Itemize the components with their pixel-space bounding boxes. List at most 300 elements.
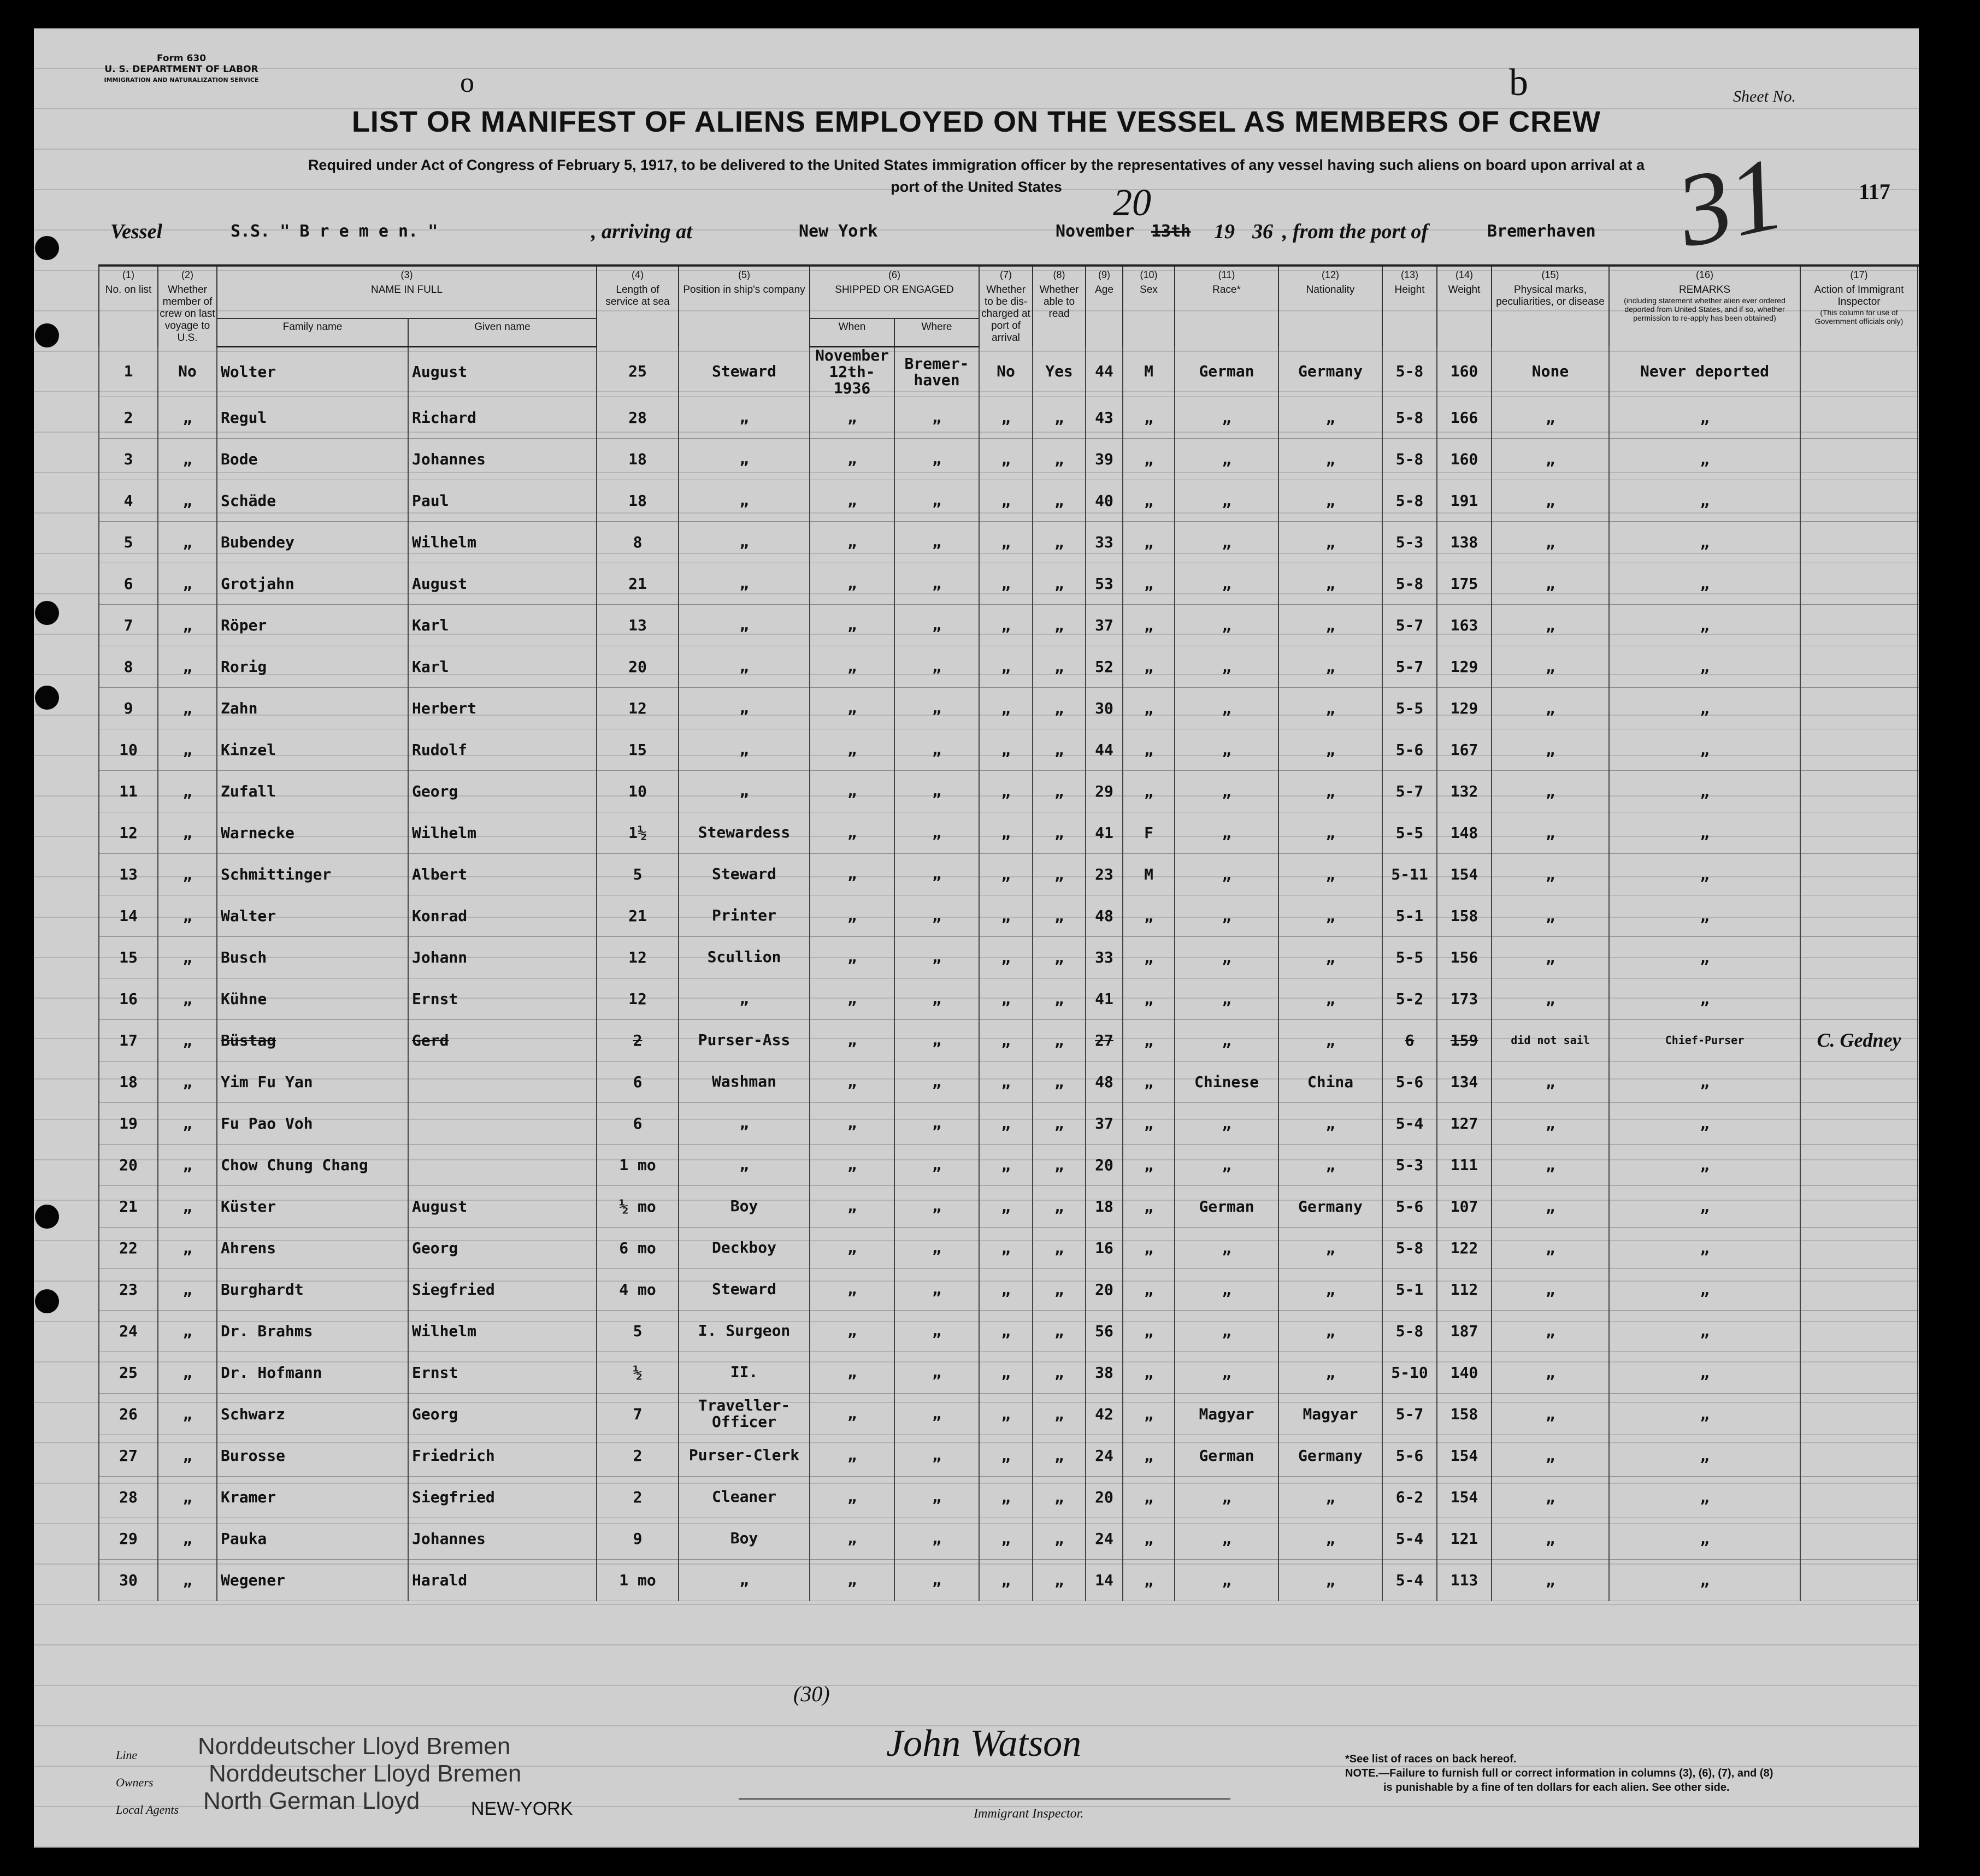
cell-race: „ xyxy=(1175,1102,1278,1144)
cell-weight: 160 xyxy=(1437,438,1492,480)
cell-last-voyage: „ xyxy=(158,978,217,1019)
cell-weight: 111 xyxy=(1437,1144,1492,1185)
cell-shipped-where: „ xyxy=(894,1269,979,1310)
cell-position: „ xyxy=(679,770,810,812)
cell-able-to-read: „ xyxy=(1033,1393,1086,1435)
cell-physical-marks: „ xyxy=(1492,1227,1609,1269)
cell-remarks: „ xyxy=(1609,1435,1800,1476)
col-header-shipped: (6) SHIPPED OR ENGAGED xyxy=(810,266,979,318)
cell-physical-marks: „ xyxy=(1492,646,1609,687)
cell-row-number: 9 xyxy=(99,687,158,729)
cell-row-number: 18 xyxy=(99,1061,158,1102)
cell-row-number: 5 xyxy=(99,521,158,563)
cell-able-to-read: „ xyxy=(1033,604,1086,646)
cell-age: 53 xyxy=(1086,563,1123,604)
cell-sex: „ xyxy=(1123,936,1175,978)
cell-shipped-where: „ xyxy=(894,1185,979,1227)
cell-row-number: 20 xyxy=(99,1144,158,1185)
cell-last-voyage: „ xyxy=(158,1310,217,1352)
cell-weight: 122 xyxy=(1437,1227,1492,1269)
cell-age: 33 xyxy=(1086,521,1123,563)
owners-stamp: Norddeutscher Lloyd Bremen xyxy=(209,1760,522,1787)
cell-last-voyage: „ xyxy=(158,1518,217,1559)
cell-remarks: „ xyxy=(1609,895,1800,936)
cell-height: 5-6 xyxy=(1382,1185,1437,1227)
cell-given-name: Georg xyxy=(408,1393,597,1435)
cell-discharged: „ xyxy=(979,812,1033,853)
vessel-label: Vessel xyxy=(110,220,162,243)
cell-race: „ xyxy=(1175,687,1278,729)
cell-discharged: No xyxy=(979,346,1033,397)
cell-physical-marks: „ xyxy=(1492,687,1609,729)
cell-race: „ xyxy=(1175,1144,1278,1185)
agents-city-stamp: NEW-YORK xyxy=(471,1798,573,1819)
cell-physical-marks: None xyxy=(1492,346,1609,397)
cell-shipped-when: „ xyxy=(810,646,894,687)
cell-sex: „ xyxy=(1123,1352,1175,1393)
cell-last-voyage: „ xyxy=(158,1352,217,1393)
cell-inspector-action: C. Gedney xyxy=(1800,1019,1918,1061)
cell-last-voyage: „ xyxy=(158,1061,217,1102)
cell-physical-marks: „ xyxy=(1492,1144,1609,1185)
line-stamp: Norddeutscher Lloyd Bremen xyxy=(198,1733,511,1760)
cell-shipped-when: „ xyxy=(810,1061,894,1102)
binder-hole xyxy=(35,1289,59,1313)
cell-sex: „ xyxy=(1123,1227,1175,1269)
col-header-nationality: (12) Nationality xyxy=(1278,266,1382,346)
cell-last-voyage: „ xyxy=(158,563,217,604)
cell-nationality: „ xyxy=(1278,1019,1382,1061)
binder-hole xyxy=(35,323,59,347)
cell-given-name: Ernst xyxy=(408,1352,597,1393)
document-title: LIST OR MANIFEST OF ALIENS EMPLOYED ON THE VESSEL AS MEMBERS OF CREW xyxy=(351,105,1601,138)
cell-inspector-action xyxy=(1800,770,1918,812)
cell-able-to-read: „ xyxy=(1033,687,1086,729)
cell-given-name: Karl xyxy=(408,604,597,646)
cell-service-length: 1 mo xyxy=(597,1559,679,1601)
cell-discharged: „ xyxy=(979,1310,1033,1352)
cell-family-name: Wegener xyxy=(217,1559,408,1601)
cell-weight: 121 xyxy=(1437,1518,1492,1559)
cell-inspector-action xyxy=(1800,646,1918,687)
cell-row-number: 23 xyxy=(99,1269,158,1310)
cell-row-number: 2 xyxy=(99,397,158,438)
year-suffix: 36 xyxy=(1252,220,1273,243)
cell-able-to-read: „ xyxy=(1033,1019,1086,1061)
cell-weight: 113 xyxy=(1437,1559,1492,1601)
cell-shipped-when: „ xyxy=(810,397,894,438)
table-row xyxy=(99,1061,1919,1102)
manifest-sheet xyxy=(34,28,1919,1848)
cell-service-length: 25 xyxy=(597,346,679,397)
cell-height: 5-8 xyxy=(1382,1310,1437,1352)
cell-given-name xyxy=(408,1144,597,1185)
cell-inspector-action xyxy=(1800,1144,1918,1185)
cell-last-voyage: „ xyxy=(158,521,217,563)
cell-nationality: Germany xyxy=(1278,346,1382,397)
cell-physical-marks: „ xyxy=(1492,1185,1609,1227)
cell-inspector-action xyxy=(1800,480,1918,521)
cell-discharged: „ xyxy=(979,1061,1033,1102)
cell-service-length: 18 xyxy=(597,480,679,521)
cell-height: 5-7 xyxy=(1382,646,1437,687)
cell-nationality: „ xyxy=(1278,604,1382,646)
table-row xyxy=(99,1227,1919,1269)
cell-remarks: Never deported xyxy=(1609,346,1800,397)
cell-last-voyage: „ xyxy=(158,1393,217,1435)
cell-given-name: Georg xyxy=(408,770,597,812)
cell-service-length: 8 xyxy=(597,521,679,563)
cell-sex: „ xyxy=(1123,1559,1175,1601)
col-header-given-name: Given name xyxy=(408,318,597,346)
cell-family-name: Schmittinger xyxy=(217,853,408,895)
cell-row-number: 14 xyxy=(99,895,158,936)
table-row xyxy=(99,770,1919,812)
binder-hole xyxy=(35,236,59,260)
cell-sex: „ xyxy=(1123,563,1175,604)
cell-row-number: 15 xyxy=(99,936,158,978)
cell-age: 44 xyxy=(1086,346,1123,397)
cell-last-voyage: „ xyxy=(158,1476,217,1518)
cell-nationality: „ xyxy=(1278,812,1382,853)
cell-height: 5-7 xyxy=(1382,1393,1437,1435)
cell-height: 5-5 xyxy=(1382,936,1437,978)
cell-physical-marks: „ xyxy=(1492,438,1609,480)
cell-height: 5-5 xyxy=(1382,812,1437,853)
cell-able-to-read: „ xyxy=(1033,853,1086,895)
table-row xyxy=(99,438,1919,480)
cell-shipped-where: „ xyxy=(894,729,979,770)
cell-shipped-where: „ xyxy=(894,604,979,646)
cell-position: Steward xyxy=(679,853,810,895)
cell-last-voyage: „ xyxy=(158,646,217,687)
cell-age: 18 xyxy=(1086,1185,1123,1227)
cell-position: „ xyxy=(679,563,810,604)
cell-height: 5-6 xyxy=(1382,1435,1437,1476)
cell-position: Stewardess xyxy=(679,812,810,853)
cell-sex: „ xyxy=(1123,1310,1175,1352)
cell-nationality: „ xyxy=(1278,1227,1382,1269)
cell-physical-marks: „ xyxy=(1492,895,1609,936)
cell-discharged: „ xyxy=(979,687,1033,729)
handwritten-date-correction: 20 xyxy=(1113,182,1151,224)
cell-row-number: 8 xyxy=(99,646,158,687)
cell-age: 48 xyxy=(1086,1061,1123,1102)
cell-race: „ xyxy=(1175,853,1278,895)
table-row xyxy=(99,1144,1919,1185)
cell-height: 5-4 xyxy=(1382,1518,1437,1559)
cell-given-name: Paul xyxy=(408,480,597,521)
cell-inspector-action xyxy=(1800,1269,1918,1310)
cell-age: 39 xyxy=(1086,438,1123,480)
cell-inspector-action xyxy=(1800,1518,1918,1559)
cell-nationality: „ xyxy=(1278,1269,1382,1310)
cell-family-name: Zahn xyxy=(217,687,408,729)
cell-last-voyage: „ xyxy=(158,1435,217,1476)
cell-able-to-read: „ xyxy=(1033,1352,1086,1393)
cell-nationality: „ xyxy=(1278,1144,1382,1185)
cell-given-name: Harald xyxy=(408,1559,597,1601)
cell-race: „ xyxy=(1175,1518,1278,1559)
cell-physical-marks: „ xyxy=(1492,853,1609,895)
cell-inspector-action xyxy=(1800,397,1918,438)
cell-blank xyxy=(1918,1559,1919,1601)
note-races: *See list of races on back hereof. xyxy=(1345,1753,1517,1765)
cell-able-to-read: „ xyxy=(1033,1476,1086,1518)
cell-remarks: „ xyxy=(1609,1518,1800,1559)
cell-discharged: „ xyxy=(979,397,1033,438)
cell-service-length: 1½ xyxy=(597,812,679,853)
cell-discharged: „ xyxy=(979,604,1033,646)
cell-given-name: Friedrich xyxy=(408,1435,597,1476)
cell-race: „ xyxy=(1175,1019,1278,1061)
cell-weight: 173 xyxy=(1437,978,1492,1019)
cell-inspector-action xyxy=(1800,1227,1918,1269)
cell-shipped-where: „ xyxy=(894,521,979,563)
cell-weight: 107 xyxy=(1437,1185,1492,1227)
cell-shipped-when: „ xyxy=(810,770,894,812)
owners-label: Owners xyxy=(116,1775,154,1789)
cell-row-number: 16 xyxy=(99,978,158,1019)
cell-position: „ xyxy=(679,687,810,729)
cell-age: 56 xyxy=(1086,1310,1123,1352)
cell-row-number: 19 xyxy=(99,1102,158,1144)
cell-given-name: Richard xyxy=(408,397,597,438)
cell-height: 5-3 xyxy=(1382,1144,1437,1185)
cell-service-length: 10 xyxy=(597,770,679,812)
cell-position: „ xyxy=(679,604,810,646)
cell-blank xyxy=(1918,480,1919,521)
cell-shipped-when: „ xyxy=(810,1310,894,1352)
cell-inspector-action xyxy=(1800,1559,1918,1601)
cell-shipped-where: „ xyxy=(894,1518,979,1559)
cell-physical-marks: „ xyxy=(1492,604,1609,646)
cell-sex: „ xyxy=(1123,1269,1175,1310)
line-label: Line xyxy=(116,1748,138,1762)
cell-physical-marks: „ xyxy=(1492,1352,1609,1393)
table-row xyxy=(99,1352,1919,1393)
cell-sex: „ xyxy=(1123,438,1175,480)
table-row xyxy=(99,1185,1919,1227)
cell-nationality: „ xyxy=(1278,687,1382,729)
cell-age: 37 xyxy=(1086,1102,1123,1144)
form-identifier xyxy=(99,53,263,86)
cell-able-to-read: „ xyxy=(1033,1559,1086,1601)
cell-last-voyage: „ xyxy=(158,687,217,729)
table-row xyxy=(99,1559,1919,1601)
cell-nationality: „ xyxy=(1278,563,1382,604)
cell-nationality: „ xyxy=(1278,480,1382,521)
cell-given-name: August xyxy=(408,563,597,604)
cell-family-name: Bubendey xyxy=(217,521,408,563)
table-row xyxy=(99,1393,1919,1435)
cell-nationality: „ xyxy=(1278,646,1382,687)
cell-able-to-read: „ xyxy=(1033,1269,1086,1310)
subtitle-line-2: port of the United States xyxy=(891,179,1062,195)
cell-blank xyxy=(1918,1185,1919,1227)
cell-race: „ xyxy=(1175,563,1278,604)
cell-discharged: „ xyxy=(979,1352,1033,1393)
cell-service-length: ½ xyxy=(597,1352,679,1393)
cell-discharged: „ xyxy=(979,1518,1033,1559)
cell-remarks: „ xyxy=(1609,480,1800,521)
cell-race: „ xyxy=(1175,1227,1278,1269)
cell-age: 24 xyxy=(1086,1518,1123,1559)
cell-race: German xyxy=(1175,346,1278,397)
cell-discharged: „ xyxy=(979,438,1033,480)
cell-blank xyxy=(1918,936,1919,978)
cell-given-name: Wilhelm xyxy=(408,521,597,563)
cell-weight: 112 xyxy=(1437,1269,1492,1310)
cell-physical-marks: „ xyxy=(1492,1518,1609,1559)
cell-sex: „ xyxy=(1123,895,1175,936)
cell-shipped-where: „ xyxy=(894,1352,979,1393)
cell-sex: „ xyxy=(1123,1102,1175,1144)
cell-position: Boy xyxy=(679,1185,810,1227)
cell-race: „ xyxy=(1175,978,1278,1019)
cell-nationality: „ xyxy=(1278,1352,1382,1393)
cell-race: „ xyxy=(1175,729,1278,770)
cell-blank xyxy=(1918,438,1919,480)
cell-race: „ xyxy=(1175,770,1278,812)
cell-remarks: „ xyxy=(1609,1144,1800,1185)
col-header-sex: (10) Sex xyxy=(1123,266,1175,346)
cell-given-name: Wilhelm xyxy=(408,1310,597,1352)
cell-family-name: Kühne xyxy=(217,978,408,1019)
cell-position: „ xyxy=(679,729,810,770)
cell-last-voyage: „ xyxy=(158,1559,217,1601)
cell-height: 5-6 xyxy=(1382,729,1437,770)
cell-race: Chinese xyxy=(1175,1061,1278,1102)
table-row xyxy=(99,812,1919,853)
cell-last-voyage: „ xyxy=(158,480,217,521)
cell-remarks: „ xyxy=(1609,687,1800,729)
cell-given-name: Albert xyxy=(408,853,597,895)
cell-race: German xyxy=(1175,1185,1278,1227)
cell-age: 29 xyxy=(1086,770,1123,812)
inspector-signature: John Watson xyxy=(886,1722,1082,1765)
cell-position: „ xyxy=(679,480,810,521)
vessel-line xyxy=(105,220,1908,252)
cell-last-voyage: „ xyxy=(158,1144,217,1185)
cell-remarks: „ xyxy=(1609,397,1800,438)
cell-shipped-when: „ xyxy=(810,978,894,1019)
cell-given-name: Johann xyxy=(408,936,597,978)
table-row xyxy=(99,563,1919,604)
cell-shipped-where: „ xyxy=(894,895,979,936)
col-header-name: (3) NAME IN FULL xyxy=(217,266,597,318)
cell-family-name: Bode xyxy=(217,438,408,480)
cell-family-name: Burghardt xyxy=(217,1269,408,1310)
cell-service-length: 2 xyxy=(597,1435,679,1476)
cell-inspector-action xyxy=(1800,853,1918,895)
cell-shipped-when: „ xyxy=(810,895,894,936)
table-row xyxy=(99,480,1919,521)
cell-service-length: 4 mo xyxy=(597,1269,679,1310)
cell-row-number: 22 xyxy=(99,1227,158,1269)
cell-row-number: 29 xyxy=(99,1518,158,1559)
department-name: U. S. DEPARTMENT OF LABOR xyxy=(104,64,258,75)
col-header-race: (11) Race* xyxy=(1175,266,1278,346)
note-line-2: is punishable by a fine of ten dollars for each alien. See other side. xyxy=(1383,1781,1730,1794)
cell-shipped-where: Bremer- haven xyxy=(894,346,979,397)
cell-physical-marks: „ xyxy=(1492,1476,1609,1518)
cell-able-to-read: „ xyxy=(1033,812,1086,853)
table-row xyxy=(99,1269,1919,1310)
cell-given-name: August xyxy=(408,346,597,397)
cell-shipped-when: „ xyxy=(810,729,894,770)
col-header-action: (17) Action of Immigrant Inspector (This column for use of Government officials only) xyxy=(1800,266,1918,346)
cell-discharged: „ xyxy=(979,480,1033,521)
handwritten-mark-o: o xyxy=(460,67,474,98)
cell-age: 16 xyxy=(1086,1227,1123,1269)
cell-able-to-read: „ xyxy=(1033,480,1086,521)
cell-race: „ xyxy=(1175,604,1278,646)
cell-position: Washman xyxy=(679,1061,810,1102)
cell-height: 5-8 xyxy=(1382,346,1437,397)
cell-given-name: Siegfried xyxy=(408,1269,597,1310)
vessel-name: S.S. " B r e m e n. " xyxy=(231,222,438,241)
cell-height: 5-8 xyxy=(1382,480,1437,521)
table-row xyxy=(99,853,1919,895)
cell-sex: M xyxy=(1123,346,1175,397)
cell-nationality: „ xyxy=(1278,936,1382,978)
cell-shipped-when: „ xyxy=(810,1559,894,1601)
cell-service-length: 13 xyxy=(597,604,679,646)
cell-weight: 140 xyxy=(1437,1352,1492,1393)
cell-physical-marks: did not sail xyxy=(1492,1019,1609,1061)
cell-inspector-action xyxy=(1800,521,1918,563)
cell-blank xyxy=(1918,521,1919,563)
cell-weight: 148 xyxy=(1437,812,1492,853)
cell-sex: „ xyxy=(1123,1144,1175,1185)
cell-family-name: Ahrens xyxy=(217,1227,408,1269)
cell-race: „ xyxy=(1175,1559,1278,1601)
cell-age: 14 xyxy=(1086,1559,1123,1601)
cell-age: 37 xyxy=(1086,604,1123,646)
cell-inspector-action xyxy=(1800,812,1918,853)
cell-last-voyage: „ xyxy=(158,397,217,438)
cell-row-number: 11 xyxy=(99,770,158,812)
cell-nationality: „ xyxy=(1278,521,1382,563)
binder-hole xyxy=(35,601,59,625)
cell-shipped-when: „ xyxy=(810,521,894,563)
cell-position: Traveller- Officer xyxy=(679,1393,810,1435)
table-row xyxy=(99,687,1919,729)
cell-age: 41 xyxy=(1086,812,1123,853)
cell-discharged: „ xyxy=(979,521,1033,563)
cell-given-name: Karl xyxy=(408,646,597,687)
cell-row-number: 7 xyxy=(99,604,158,646)
cell-able-to-read: „ xyxy=(1033,895,1086,936)
table-row xyxy=(99,1310,1919,1352)
cell-blank xyxy=(1918,853,1919,895)
sheet-number: 31 xyxy=(1667,135,1793,270)
cell-physical-marks: „ xyxy=(1492,1435,1609,1476)
agents-label: Local Agents xyxy=(116,1803,179,1816)
cell-nationality: „ xyxy=(1278,1102,1382,1144)
cell-service-length: 12 xyxy=(597,687,679,729)
cell-remarks: „ xyxy=(1609,853,1800,895)
cell-family-name: Schäde xyxy=(217,480,408,521)
cell-remarks: „ xyxy=(1609,1269,1800,1310)
cell-nationality: „ xyxy=(1278,1559,1382,1601)
cell-blank xyxy=(1918,729,1919,770)
cell-shipped-when: „ xyxy=(810,1352,894,1393)
cell-inspector-action xyxy=(1800,1435,1918,1476)
cell-family-name: Röper xyxy=(217,604,408,646)
cell-blank xyxy=(1918,1352,1919,1393)
